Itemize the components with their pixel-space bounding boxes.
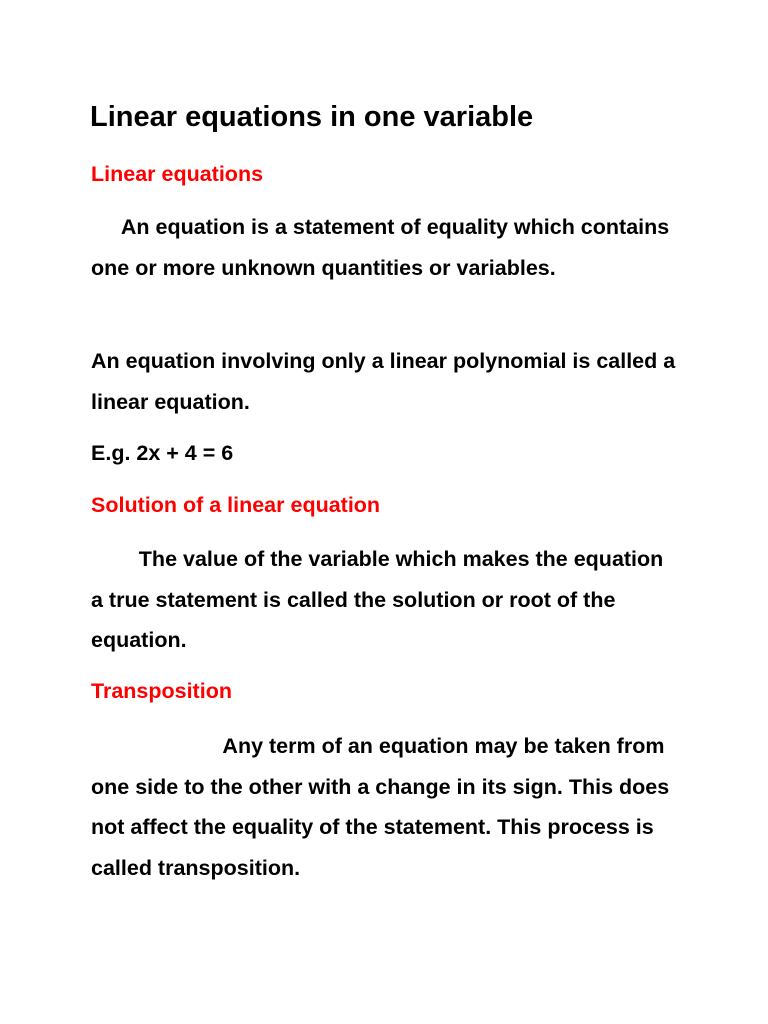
transposition-definition-paragraph: Any term of an equation may be taken from one side to the other with a change in its sign. This does not affect the equality of the statement. This process is called transposition. <box>91 734 676 880</box>
page-title: Linear equations in one variable <box>90 101 534 133</box>
solution-definition-paragraph: The value of the variable which makes the equation a true statement is called the solution or root of the equation. <box>91 547 670 652</box>
section-heading-transposition: Transposition <box>91 679 232 703</box>
section-heading-linear-equations: Linear equations <box>91 162 264 186</box>
example-equation: E.g. 2x + 4 = 6 <box>91 441 234 465</box>
linear-equation-definition-paragraph: An equation involving only a linear polynomial is called a linear equation. <box>91 349 682 414</box>
equation-definition-paragraph: An equation is a statement of equality which contains one or more unknown quantities or variables. <box>91 215 676 280</box>
section-heading-solution: Solution of a linear equation <box>91 493 381 517</box>
